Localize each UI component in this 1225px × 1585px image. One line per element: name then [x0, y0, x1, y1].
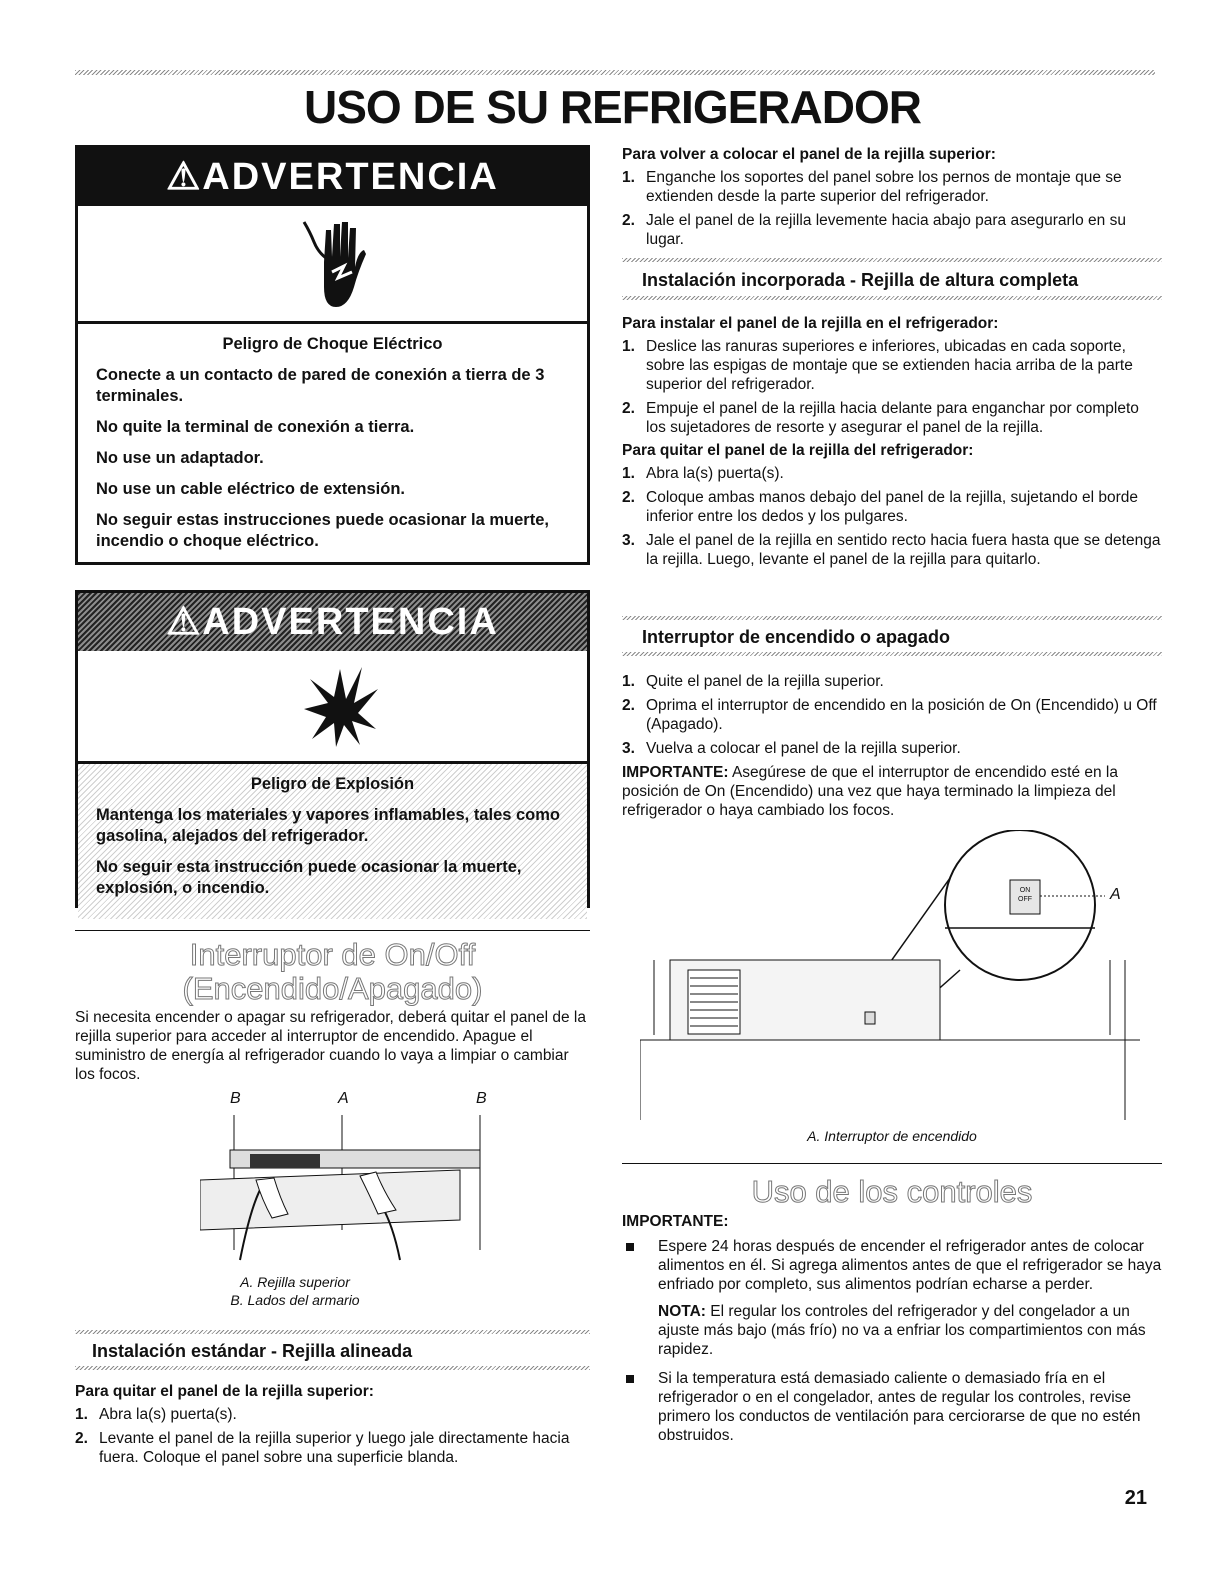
list-item: 3. Jale el panel de la rejilla en sentido recto hacia fuera hasta que se detenga la rejilla. Luego, levante el panel de la rejilla para quitarlo.	[622, 532, 1161, 568]
figure-caption: A. Interruptor de encendido	[807, 1128, 977, 1144]
warning-line: No use un adaptador.	[96, 449, 264, 467]
builtin-heading: Instalación incorporada - Rejilla de altura completa	[642, 270, 1079, 290]
section-rule	[622, 1163, 1162, 1164]
list-item: 2. Coloque ambas manos debajo del panel de la rejilla, sujetando el borde inferior entre los dedos y los pulgares.	[622, 489, 1139, 525]
switch-steps	[622, 672, 1162, 758]
explosion-icon	[300, 659, 380, 749]
standard-steps	[75, 1405, 590, 1467]
figure-caption: A. Rejilla superior B. Lados del armario	[230, 1274, 360, 1308]
switch-section	[622, 668, 1162, 820]
warning-explosion	[75, 590, 590, 908]
warning-line: Conecte a un contacto de pared de conexión a tierra de 3 terminales.	[96, 366, 545, 405]
list-item: 3. Vuelva a colocar el panel de la rejilla superior.	[622, 740, 961, 757]
hatch-rule	[622, 296, 1162, 300]
warning-heading: Peligro de Explosión	[250, 775, 415, 793]
section-title: Interruptor de On/Off (Encendido/Apagado)	[182, 937, 483, 1006]
grille-figure	[200, 1090, 500, 1270]
switch-important: IMPORTANTE: Asegúrese de que el interruptor de encendido esté en la posición de On (Encendido) una vez que haya terminado la limpieza del refrigerador o haya cambiado los focos.	[622, 764, 1118, 819]
list-item: Si la temperatura está demasiado caliente o demasiado fría en el refrigerador o en el congelador, antes de regular los controles, revise primero los conductos de ventilación para cerciorarse de que no estén obstruidos.	[622, 1369, 1162, 1445]
warning-header: ⚠ADVERTENCIA	[78, 593, 587, 651]
section-title: Uso de los controles	[751, 1174, 1033, 1209]
page-title: USO DE SU REFRIGERADOR	[304, 81, 921, 133]
page-number: 21	[1124, 1487, 1147, 1509]
reinstall-steps	[622, 168, 1162, 249]
warning-line: No quite la terminal de conexión a tierra.	[96, 418, 415, 436]
top-rule	[75, 70, 1155, 75]
warning-triangle-icon: ⚠	[166, 601, 203, 643]
warning-icon-area	[78, 651, 587, 764]
warning-text	[78, 324, 587, 572]
warning-line: Mantenga los materiales y vapores inflamables, tales como gasolina, alejados del refrigerador.	[96, 806, 561, 845]
warning-heading: Peligro de Choque Eléctrico	[222, 335, 443, 353]
list-item: 2. Jale el panel de la rejilla levemente hacia abajo para asegurarlo en su lugar.	[622, 212, 1126, 248]
list-item: 1. Abra la(s) puerta(s).	[622, 465, 784, 482]
list-item: 2. Levante el panel de la rejilla superior y luego jale directamente hacia fuera. Coloque el panel sobre una superficie blanda.	[75, 1430, 570, 1466]
standard-heading: Instalación estándar - Rejilla alineada	[92, 1341, 413, 1361]
warning-icon-area	[78, 206, 587, 324]
warning-text	[78, 764, 587, 919]
figure-label-a: A	[338, 1090, 349, 1107]
section-rule	[75, 930, 590, 931]
reinstall-section	[622, 146, 1162, 254]
onoff-body: Si necesita encender o apagar su refrigerador, deberá quitar el panel de la rejilla superior para acceder al interruptor de encendido. Apague el suministro de energía al refrigerador cuando lo vaya a limpiar o cambiar los focos.	[75, 1009, 586, 1083]
list-item: 2. Oprima el interruptor de encendido en la posición de On (Encendido) u Off (Apagado).	[622, 697, 1157, 733]
builtin-steps-install	[622, 337, 1162, 437]
switch-icon: ON OFF	[1018, 887, 1032, 903]
controls-note: NOTA: El regular los controles del refrigerador y del congelador a un ajuste más bajo (más frío) no va a enfriar los compartimientos con más rapidez.	[658, 1303, 1146, 1358]
figure-label-a: A	[1110, 886, 1121, 903]
controls-section	[622, 1213, 1162, 1453]
hatch-rule	[622, 258, 1162, 262]
figure-label-b: B	[476, 1090, 487, 1107]
standard-section	[75, 1383, 590, 1472]
grille-illustration	[200, 1110, 500, 1270]
builtin-section	[622, 315, 1162, 574]
standard-subheading: Para quitar el panel de la rejilla superior:	[75, 1383, 374, 1400]
list-item: 1. Abra la(s) puerta(s).	[75, 1406, 237, 1423]
warning-line: No seguir esta instrucción puede ocasionar la muerte, explosión, o incendio.	[96, 858, 522, 897]
list-item: 1. Enganche los soportes del panel sobre los pernos de montaje que se extienden desde la parte superior del refrigerador.	[622, 169, 1122, 205]
builtin-steps-remove	[622, 464, 1162, 569]
warning-triangle-icon: ⚠	[166, 156, 203, 198]
hatch-rule	[75, 1330, 590, 1334]
controls-important: IMPORTANTE:	[622, 1213, 729, 1230]
warning-header: ⚠ADVERTENCIA	[78, 148, 587, 206]
bullet-icon	[626, 1243, 634, 1251]
hatch-rule	[75, 1366, 590, 1370]
list-item: 2. Empuje el panel de la rejilla hacia delante para enganchar por completo los sujetadores de resorte y asegurar el panel de la rejilla.	[622, 400, 1139, 436]
bullet-icon	[626, 1375, 634, 1383]
list-item: 1. Quite el panel de la rejilla superior.	[622, 673, 884, 690]
electric-shock-hand-icon	[296, 212, 376, 312]
hatch-rule	[622, 616, 1162, 620]
switch-figure	[640, 830, 1140, 1120]
switch-heading: Interruptor de encendido o apagado	[642, 627, 951, 647]
builtin-sub2: Para quitar el panel de la rejilla del refrigerador:	[622, 442, 974, 459]
figure-label-b: B	[230, 1090, 241, 1107]
warning-line: No use un cable eléctrico de extensión.	[96, 480, 406, 498]
list-item: Espere 24 horas después de encender el refrigerador antes de colocar alimentos en él. Si agrega alimentos antes de que el refrigerador se haya enfriado por completo, sus alimentos podrían echarse a perder.	[622, 1237, 1162, 1294]
list-item: 1. Deslice las ranuras superiores e inferiores, ubicadas en cada soporte, sobre las espigas de montaje que se extienden hacia arriba de la parte superior del refrigerador.	[622, 338, 1133, 393]
builtin-sub1: Para instalar el panel de la rejilla en el refrigerador:	[622, 315, 999, 332]
warning-electric	[75, 145, 590, 565]
warning-line: No seguir estas instrucciones puede ocasionar la muerte, incendio o choque eléctrico.	[96, 511, 549, 550]
hatch-rule	[622, 652, 1162, 656]
reinstall-subheading: Para volver a colocar el panel de la rejilla superior:	[622, 146, 996, 163]
switch-illustration	[640, 830, 1140, 1120]
